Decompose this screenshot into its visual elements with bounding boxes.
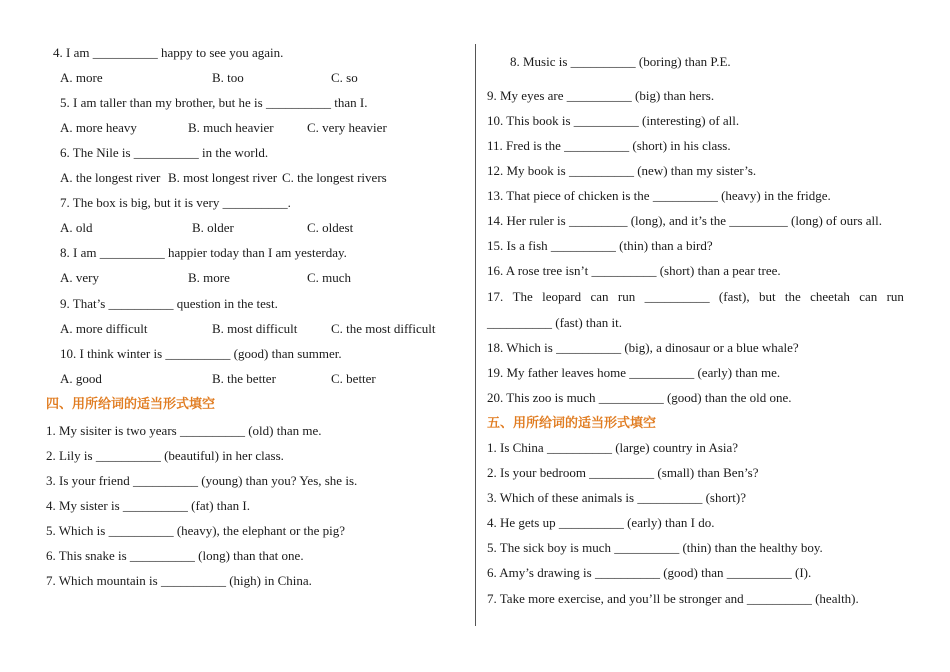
column-divider [475,44,476,626]
s4-item-8: 8. Music is __________ (boring) than P.E. [510,54,731,69]
s4-item-19: 19. My father leaves home __________ (early) than me. [487,365,781,380]
question-7: 7. The box is big, but it is very __________. [60,195,291,210]
word: 17. [487,289,504,304]
word: run [886,289,904,304]
section-5-heading: 五、用所给词的适当形式填空 [487,416,657,431]
option-a: A. more [60,70,103,85]
s5-item-5: 5. The sick boy is much __________ (thin) than the healthy boy. [487,540,823,555]
section-4-heading: 四、用所给词的适当形式填空 [46,397,216,412]
word: run [617,289,636,304]
option-a: A. the longest river [60,170,161,185]
s4-item-12: 12. My book is __________ (new) than my sister’s. [487,163,757,178]
option-c: C. so [331,70,358,85]
s5-item-7: 7. Take more exercise, and you’ll be stronger and __________ (health). [487,591,859,606]
option-b: B. the better [212,371,276,386]
option-a: A. very [60,270,99,285]
option-c: C. much [307,270,352,285]
s5-item-3: 3. Which of these animals is __________ (short)? [487,490,746,505]
question-6: 6. The Nile is __________ in the world. [60,145,269,160]
word: (fast), [718,289,750,304]
question-5: 5. I am taller than my brother, but he is __________ than I. [60,95,368,110]
s5-item-1: 1. Is China __________ (large) country in Asia? [487,440,739,455]
s4-item-10: 10. This book is __________ (interesting) of all. [487,113,740,128]
word: The [512,289,533,304]
word: but [758,289,776,304]
question-4: 4. I am __________ happy to see you again. [53,45,284,60]
word: the [784,289,801,304]
option-b: B. more [188,270,230,285]
word: cheetah [810,289,850,304]
option-a: A. good [60,371,102,386]
s4-item-7: 7. Which mountain is __________ (high) in China. [46,573,312,588]
option-c: C. the most difficult [331,321,436,336]
option-b: B. most longest river [168,170,278,185]
question-9: 9. That’s __________ question in the test. [60,296,278,311]
s4-item-9: 9. My eyes are __________ (big) than hers. [487,88,715,103]
s5-item-6: 6. Amy’s drawing is __________ (good) than __________ (I). [487,565,812,580]
s4-item-18: 18. Which is __________ (big), a dinosaur or a blue whale? [487,340,799,355]
s4-item-3: 3. Is your friend __________ (young) than you? Yes, she is. [46,473,358,488]
s4-item-13: 13. That piece of chicken is the __________ (heavy) in the fridge. [487,188,831,203]
word: can [590,289,609,304]
option-b: B. too [212,70,244,85]
word: leopard [542,289,582,304]
option-b: B. much heavier [188,120,274,135]
s4-item-17-line2: __________ (fast) than it. [487,315,623,330]
s4-item-1: 1. My sisiter is two years __________ (old) than me. [46,423,322,438]
word: can [859,289,878,304]
s4-item-6: 6. This snake is __________ (long) than that one. [46,548,304,563]
s4-item-20: 20. This zoo is much __________ (good) than the old one. [487,390,792,405]
question-10: 10. I think winter is __________ (good) than summer. [60,346,342,361]
s4-item-15: 15. Is a fish __________ (thin) than a bird? [487,238,713,253]
s4-item-11: 11. Fred is the __________ (short) in his class. [487,138,731,153]
option-a: A. more heavy [60,120,137,135]
s5-item-2: 2. Is your bedroom __________ (small) than Ben’s? [487,465,759,480]
s4-item-2: 2. Lily is __________ (beautiful) in her class. [46,448,284,463]
s4-item-5: 5. Which is __________ (heavy), the elephant or the pig? [46,523,346,538]
s5-item-4: 4. He gets up __________ (early) than I do. [487,515,715,530]
option-a: A. old [60,220,93,235]
option-a: A. more difficult [60,321,148,336]
option-c: C. very heavier [307,120,387,135]
option-c: C. the longest rivers [282,170,387,185]
question-8: 8. I am __________ happier today than I am yesterday. [60,245,347,260]
s4-item-14: 14. Her ruler is _________ (long), and it’s the _________ (long) of ours all. [487,213,882,228]
s4-item-17-line1 [487,289,904,305]
word: __________ [644,289,710,304]
option-b: B. older [192,220,234,235]
s4-item-4: 4. My sister is __________ (fat) than I. [46,498,251,513]
s4-item-16: 16. A rose tree isn’t __________ (short) than a pear tree. [487,263,781,278]
option-b: B. most difficult [212,321,298,336]
option-c: C. better [331,371,376,386]
option-c: C. oldest [307,220,354,235]
